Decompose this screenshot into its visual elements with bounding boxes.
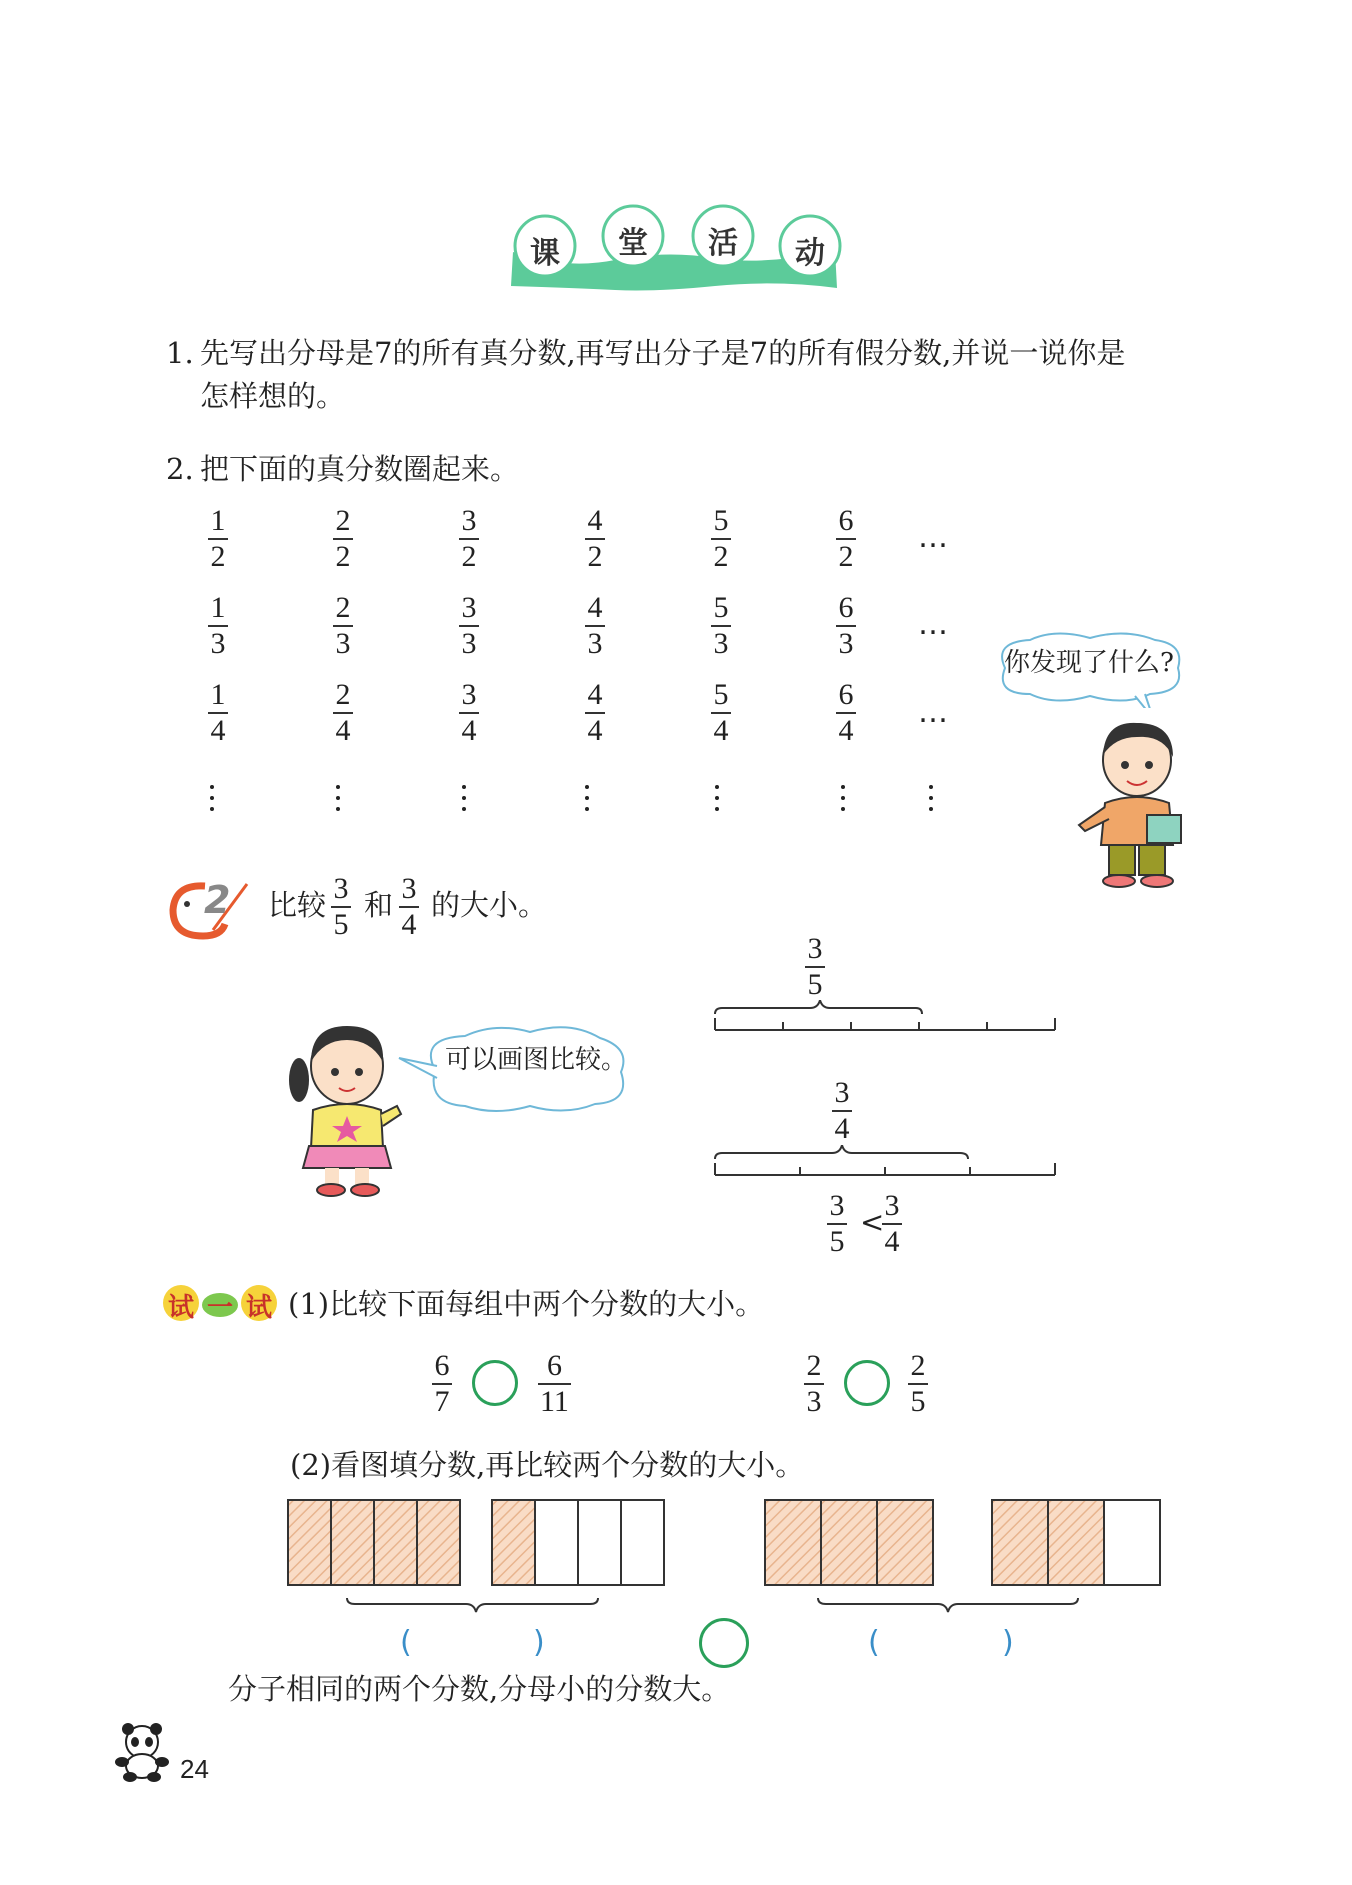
fraction-r2-c6[interactable]: [836, 592, 856, 659]
fraction-box: [578, 1500, 621, 1585]
boy-illustration: [1075, 715, 1195, 890]
speech-bubble-girl-text: 可以画图比较。: [445, 1045, 628, 1075]
fraction-numerator: 4: [587, 504, 603, 537]
fraction-numerator: 1: [210, 591, 226, 624]
fraction-numerator: 6: [838, 504, 854, 537]
q1-line1: 先写出分母是7的所有真分数,再写出分子是7的所有假分数,并说一说你是: [200, 336, 1126, 370]
fraction-denominator: 2: [587, 539, 603, 573]
fraction-denominator: 4: [210, 713, 226, 747]
fraction-box: [621, 1500, 664, 1585]
fraction-box: [417, 1500, 460, 1585]
fraction-r1-c2[interactable]: [333, 505, 353, 572]
fraction-denominator: 4: [834, 1111, 850, 1145]
try-part2: (2)看图填分数,再比较两个分数的大小。: [290, 1448, 805, 1482]
fraction-denominator: 3: [713, 626, 729, 660]
vertical-ellipsis: [210, 785, 216, 811]
fraction-r3-c1[interactable]: [208, 679, 228, 746]
example-prefix: 比较: [268, 888, 327, 922]
fraction-denominator: 4: [587, 713, 603, 747]
vertical-ellipsis: [336, 785, 342, 811]
fraction-numerator: 3: [461, 591, 477, 624]
fraction-numerator: 2: [806, 1349, 822, 1382]
fraction-r1-c5[interactable]: [711, 505, 731, 572]
fraction-box: [992, 1500, 1048, 1585]
fraction-r2-c3[interactable]: [459, 592, 479, 659]
banner-char-1: 课: [530, 236, 560, 271]
box-group-left: [288, 1500, 664, 1585]
fraction-denominator: 4: [884, 1224, 900, 1258]
fraction-r2-c4[interactable]: [585, 592, 605, 659]
example-fraction-a: [331, 873, 351, 940]
fraction-numerator: 6: [434, 1349, 450, 1382]
row1-ellipsis: …: [918, 520, 950, 555]
diagram2-label: [832, 1077, 852, 1144]
fraction-numerator: 5: [713, 504, 729, 537]
fraction-box: [288, 1500, 331, 1585]
girl-illustration: [285, 1018, 405, 1203]
q1-line2: 怎样想的。: [200, 379, 346, 413]
answer-right-close: ): [1002, 1625, 1014, 1660]
fraction-r1-c4[interactable]: [585, 505, 605, 572]
fraction-numerator: 4: [587, 591, 603, 624]
answer-right-open: (: [868, 1625, 880, 1660]
pair1-fraction-b: [538, 1350, 571, 1417]
vertical-ellipsis: [841, 785, 847, 811]
fraction-denominator: 2: [838, 539, 854, 573]
banner-char-3: 活: [708, 226, 738, 261]
fraction-denominator: 4: [335, 713, 351, 747]
fraction-denominator: 3: [838, 626, 854, 660]
vertical-ellipsis: [929, 785, 935, 811]
speech-bubble-boy-text: 你发现了什么?: [1004, 648, 1174, 678]
example-connector: 和: [364, 888, 394, 922]
fraction-numerator: 3: [829, 1189, 845, 1222]
fraction-numerator: 3: [461, 504, 477, 537]
q2-number: 2.: [166, 452, 194, 486]
fraction-box: [1104, 1500, 1160, 1585]
pair2-compare-circle[interactable]: [844, 1360, 890, 1406]
fraction-denominator: 5: [910, 1384, 926, 1418]
example-number: 2: [204, 878, 231, 922]
diagram2-segments: [710, 1145, 1060, 1195]
fraction-denominator: 3: [587, 626, 603, 660]
banner-char-4: 动: [795, 236, 825, 271]
fraction-box: [765, 1500, 821, 1585]
fraction-numerator: 2: [910, 1349, 926, 1382]
pair2-fraction-a: [804, 1350, 824, 1417]
pair1-fraction-a: [432, 1350, 452, 1417]
row3-ellipsis: …: [918, 695, 950, 730]
fraction-r2-c1[interactable]: [208, 592, 228, 659]
example-suffix: 的大小。: [431, 888, 548, 922]
fraction-r1-c3[interactable]: [459, 505, 479, 572]
fraction-denominator: 3: [806, 1384, 822, 1418]
fraction-numerator: 2: [335, 591, 351, 624]
fraction-numerator: 1: [210, 678, 226, 711]
fraction-numerator: 4: [587, 678, 603, 711]
result-right-fraction: [882, 1190, 902, 1257]
page-number: 24: [180, 1754, 209, 1784]
fraction-r1-c1[interactable]: [208, 505, 228, 572]
fraction-denominator: 11: [540, 1384, 569, 1418]
panda-icon: [112, 1720, 172, 1782]
fraction-numerator: 3: [807, 932, 823, 965]
box-diagrams: [280, 1490, 1180, 1620]
fraction-box: [821, 1500, 877, 1585]
fraction-r3-c2[interactable]: [333, 679, 353, 746]
fraction-numerator: 2: [335, 504, 351, 537]
fraction-r2-c2[interactable]: [333, 592, 353, 659]
fraction-numerator: 3: [834, 1076, 850, 1109]
try-char-1: 试: [168, 1293, 195, 1323]
fraction-r2-c5[interactable]: [711, 592, 731, 659]
diagram1-segments: [710, 1000, 1060, 1050]
fraction-denominator: 3: [335, 626, 351, 660]
diagram1-label: [805, 933, 825, 1000]
fraction-denominator: 2: [335, 539, 351, 573]
pair1-compare-circle[interactable]: [472, 1360, 518, 1406]
fraction-denominator: 4: [461, 713, 477, 747]
fraction-numerator: 1: [210, 504, 226, 537]
fraction-numerator: 5: [713, 678, 729, 711]
fraction-box: [535, 1500, 578, 1585]
answer-left-close: ): [533, 1625, 545, 1660]
try-char-3: 试: [246, 1293, 273, 1323]
fraction-box: [492, 1500, 535, 1585]
fraction-denominator: 2: [461, 539, 477, 573]
result-left-fraction: [827, 1190, 847, 1257]
try-part1: (1)比较下面每组中两个分数的大小。: [288, 1287, 765, 1321]
try-label: [163, 1283, 278, 1323]
box-group-right: [765, 1500, 1160, 1585]
fraction-box: [1048, 1500, 1104, 1585]
conclusion-text: 分子相同的两个分数,分母小的分数大。: [228, 1672, 731, 1706]
fraction-numerator: 3: [333, 872, 349, 905]
pair2-fraction-b: [908, 1350, 928, 1417]
fraction-box: [877, 1500, 933, 1585]
example-fraction-b: [399, 873, 419, 940]
banner-char-2: 堂: [618, 226, 648, 261]
fraction-numerator: 3: [884, 1189, 900, 1222]
fraction-denominator: 4: [401, 907, 417, 941]
fraction-denominator: 7: [434, 1384, 450, 1418]
fraction-denominator: 5: [333, 907, 349, 941]
fraction-denominator: 5: [807, 967, 823, 1001]
fraction-r3-c6[interactable]: [836, 679, 856, 746]
fraction-denominator: 3: [210, 626, 226, 660]
answer-compare-circle[interactable]: [699, 1618, 749, 1668]
fraction-box: [331, 1500, 374, 1585]
fraction-denominator: 3: [461, 626, 477, 660]
fraction-numerator: 3: [461, 678, 477, 711]
vertical-ellipsis: [462, 785, 468, 811]
fraction-denominator: 2: [713, 539, 729, 573]
fraction-numerator: 2: [335, 678, 351, 711]
q1-number: 1.: [166, 336, 194, 370]
result-sign: <: [860, 1205, 885, 1239]
fraction-r3-c5[interactable]: [711, 679, 731, 746]
vertical-ellipsis: [585, 785, 591, 811]
fraction-box: [374, 1500, 417, 1585]
fraction-denominator: 5: [829, 1224, 845, 1258]
fraction-r3-c3[interactable]: [459, 679, 479, 746]
fraction-denominator: 4: [838, 713, 854, 747]
q2-text: 把下面的真分数圈起来。: [200, 452, 520, 486]
try-char-2: 一: [207, 1293, 234, 1323]
row2-ellipsis: …: [918, 607, 950, 642]
vertical-ellipsis: [715, 785, 721, 811]
fraction-denominator: 2: [210, 539, 226, 573]
fraction-numerator: 5: [713, 591, 729, 624]
fraction-numerator: 6: [838, 591, 854, 624]
fraction-numerator: 6: [546, 1349, 562, 1382]
fraction-numerator: 3: [401, 872, 417, 905]
fraction-numerator: 6: [838, 678, 854, 711]
fraction-denominator: 4: [713, 713, 729, 747]
section-banner: [505, 200, 845, 295]
answer-left-open: (: [400, 1625, 412, 1660]
fraction-r1-c6[interactable]: [836, 505, 856, 572]
fraction-r3-c4[interactable]: [585, 679, 605, 746]
